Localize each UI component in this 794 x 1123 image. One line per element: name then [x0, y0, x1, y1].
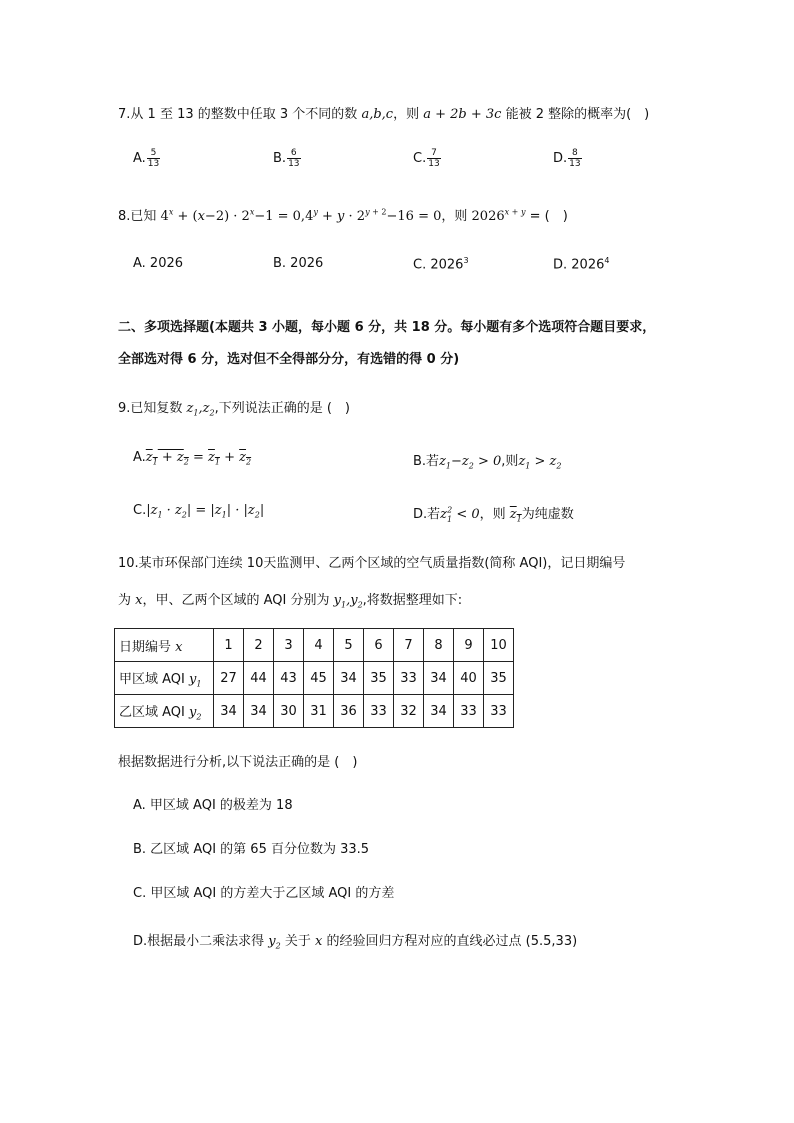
question-10-after-table: 根据数据进行分析,以下说法正确的是 ( ) — [118, 755, 358, 770]
option-text-2: 关于 — [284, 934, 311, 949]
option-label: C. — [413, 151, 427, 166]
q8-prefix: 8.已知 — [118, 209, 157, 224]
option-connector: ,则 — [501, 454, 519, 469]
row-label: 甲区域 AQI — [119, 671, 185, 687]
question-8 — [118, 205, 568, 224]
table-cell: 32 — [394, 695, 424, 728]
option-text: D. 2026 — [553, 257, 605, 273]
fraction — [147, 148, 160, 169]
table-cell: 1 — [214, 629, 244, 662]
table-cell: 9 — [454, 629, 484, 662]
q8-option-a[interactable]: A. 2026 — [133, 256, 184, 271]
fraction — [287, 148, 300, 169]
header-cell — [115, 662, 214, 695]
q7-expr: a + 2b + 3c — [423, 107, 502, 122]
table-cell: 27 — [214, 662, 244, 695]
q9-option-a[interactable] — [133, 450, 251, 467]
option-label: A. — [133, 151, 146, 166]
numerator: 7 — [427, 148, 440, 159]
table-cell: 33 — [484, 695, 514, 728]
var-y2: $y_2$ — [189, 704, 202, 722]
option-text: D.根据最小二乘法求得 — [133, 934, 265, 949]
var-y1: $y_1$ — [189, 671, 202, 689]
section-2-heading-line2: 全部选对得 6 分，选对但不全得部分分，有选错的得 0 分) — [118, 352, 460, 367]
q9-option-c[interactable] — [133, 503, 264, 520]
var-x: x — [315, 934, 323, 949]
numerator: 5 — [147, 148, 160, 159]
q7-option-b[interactable] — [273, 148, 301, 169]
q10-text-3: ,将数据整理如下: — [362, 593, 463, 608]
exponent: 3 — [463, 256, 469, 265]
question-10-line2 — [118, 589, 462, 610]
q7-option-c[interactable] — [413, 148, 441, 169]
table-cell: 35 — [364, 662, 394, 695]
numerator: 6 — [287, 148, 300, 159]
table-cell: 45 — [304, 662, 334, 695]
q10-text-2: ，甲、乙两个区域的 AQI 分别为 — [142, 593, 330, 608]
option-label: D. — [553, 151, 568, 166]
denominator: 13 — [288, 159, 300, 169]
q8-option-c[interactable] — [413, 256, 469, 272]
table-cell: 5 — [334, 629, 364, 662]
table-cell: 31 — [304, 695, 334, 728]
table-cell: 3 — [274, 629, 304, 662]
q9-option-d[interactable] — [413, 503, 574, 524]
q7-suffix: 能被 2 整除的概率为( ) — [505, 107, 650, 122]
table-cell: 33 — [364, 695, 394, 728]
header-label: 日期编号 — [119, 639, 172, 655]
option-math-2: $z_1$ — [509, 507, 522, 524]
q9-stem2: ,下列说法正确的是 ( ) — [214, 401, 350, 416]
denominator: 13 — [147, 159, 160, 169]
table-cell: 34 — [334, 662, 364, 695]
q7-option-d[interactable] — [553, 148, 582, 169]
table-cell: 33 — [394, 662, 424, 695]
table-cell: 34 — [214, 695, 244, 728]
option-math-2: $z_1 > z_2$ — [518, 454, 562, 471]
table-cell: 30 — [274, 695, 304, 728]
q8-option-d[interactable] — [553, 256, 609, 272]
option-label: B. — [273, 151, 287, 166]
table-cell: 36 — [334, 695, 364, 728]
q8-option-b[interactable]: B. 2026 — [273, 256, 324, 271]
table-cell: 7 — [394, 629, 424, 662]
q8-suffix: ，则 — [441, 209, 468, 224]
var-y2: $y_2$ — [268, 934, 281, 951]
table-cell: 34 — [424, 695, 454, 728]
q9-stem: 9.已知复数 — [118, 401, 183, 416]
option-label: A. — [133, 450, 146, 465]
q10-option-d[interactable] — [133, 930, 577, 951]
row-label: 乙区域 AQI — [119, 704, 185, 720]
table-cell: 8 — [424, 629, 454, 662]
option-label: B.若 — [413, 454, 440, 469]
table-cell: 4 — [304, 629, 334, 662]
table-row-y1 — [115, 662, 514, 695]
section-2-heading-line1: 二、多项选择题(本题共 3 小题，每小题 6 分，共 18 分。每小题有多个选项符合题目要求， — [118, 320, 656, 335]
option-label: C. — [133, 503, 147, 518]
table-row-header — [115, 629, 514, 662]
q7-option-a[interactable] — [133, 148, 160, 169]
q10-text: 为 — [118, 593, 132, 608]
table-cell: 44 — [244, 662, 274, 695]
question-7 — [118, 103, 649, 122]
table-cell: 2 — [244, 629, 274, 662]
q8-tail: = ( ) — [529, 209, 568, 224]
numerator: 8 — [568, 148, 581, 159]
var-x: x — [175, 639, 183, 655]
denominator: 13 — [569, 159, 581, 169]
option-math: $|z_1 \cdot z_2| = |z_1| \cdot |z_2|$ — [146, 503, 265, 520]
q8-target: $2026^{x + y}$ — [471, 207, 526, 224]
option-tail: 为纯虚数 — [521, 507, 574, 522]
table-cell: 34 — [244, 695, 274, 728]
exponent: 4 — [604, 256, 610, 265]
q7-vars: a,b,c — [361, 107, 394, 122]
q9-vars: $z_1,z_2$ — [186, 401, 215, 418]
q8-equation: $4^x + (x-2) \cdot 2^x-1 = 0,4^y + y \cdot 2^{y + 2}-16 = 0$ — [160, 207, 442, 224]
table-row-y2 — [115, 695, 514, 728]
option-connector: ，则 — [479, 507, 506, 522]
table-cell: 10 — [484, 629, 514, 662]
option-text: C. 2026 — [413, 257, 464, 273]
q7-mid: ，则 — [393, 107, 420, 122]
denominator: 13 — [428, 159, 440, 169]
fraction — [568, 148, 581, 169]
question-9 — [118, 397, 350, 418]
option-label: D.若 — [413, 507, 441, 522]
table-cell: 33 — [454, 695, 484, 728]
q9-option-b[interactable] — [413, 450, 562, 471]
q10-var-x: x — [135, 593, 143, 608]
table-cell: 43 — [274, 662, 304, 695]
header-cell — [115, 629, 214, 662]
question-10-line1: 10.某市环保部门连续 10天监测甲、乙两个区域的空气质量指数(简称 AQI)，记日期编号 — [118, 556, 626, 571]
header-cell — [115, 695, 214, 728]
table-cell: 40 — [454, 662, 484, 695]
option-math: $z_1^2 < 0$ — [440, 505, 480, 524]
fraction — [427, 148, 440, 169]
option-math: $z_1-z_2 > 0$ — [439, 454, 502, 471]
table-cell: 6 — [364, 629, 394, 662]
table-cell: 34 — [424, 662, 454, 695]
option-text-3: 的经验回归方程对应的直线必过点 (5.5,33) — [326, 934, 578, 949]
q10-option-a[interactable]: A. 甲区域 AQI 的极差为 18 — [133, 798, 293, 813]
option-math: $z_1 + z_2 = z_1 + z_2$ — [145, 450, 252, 467]
aqi-table — [114, 628, 514, 728]
table-cell: 35 — [484, 662, 514, 695]
q7-prefix: 7.从 1 至 13 的整数中任取 3 个不同的数 — [118, 107, 358, 122]
q10-vars-y: $y_1,y_2$ — [333, 593, 363, 610]
q10-option-b[interactable]: B. 乙区域 AQI 的第 65 百分位数为 33.5 — [133, 842, 370, 857]
q10-option-c[interactable]: C. 甲区域 AQI 的方差大于乙区域 AQI 的方差 — [133, 886, 395, 901]
